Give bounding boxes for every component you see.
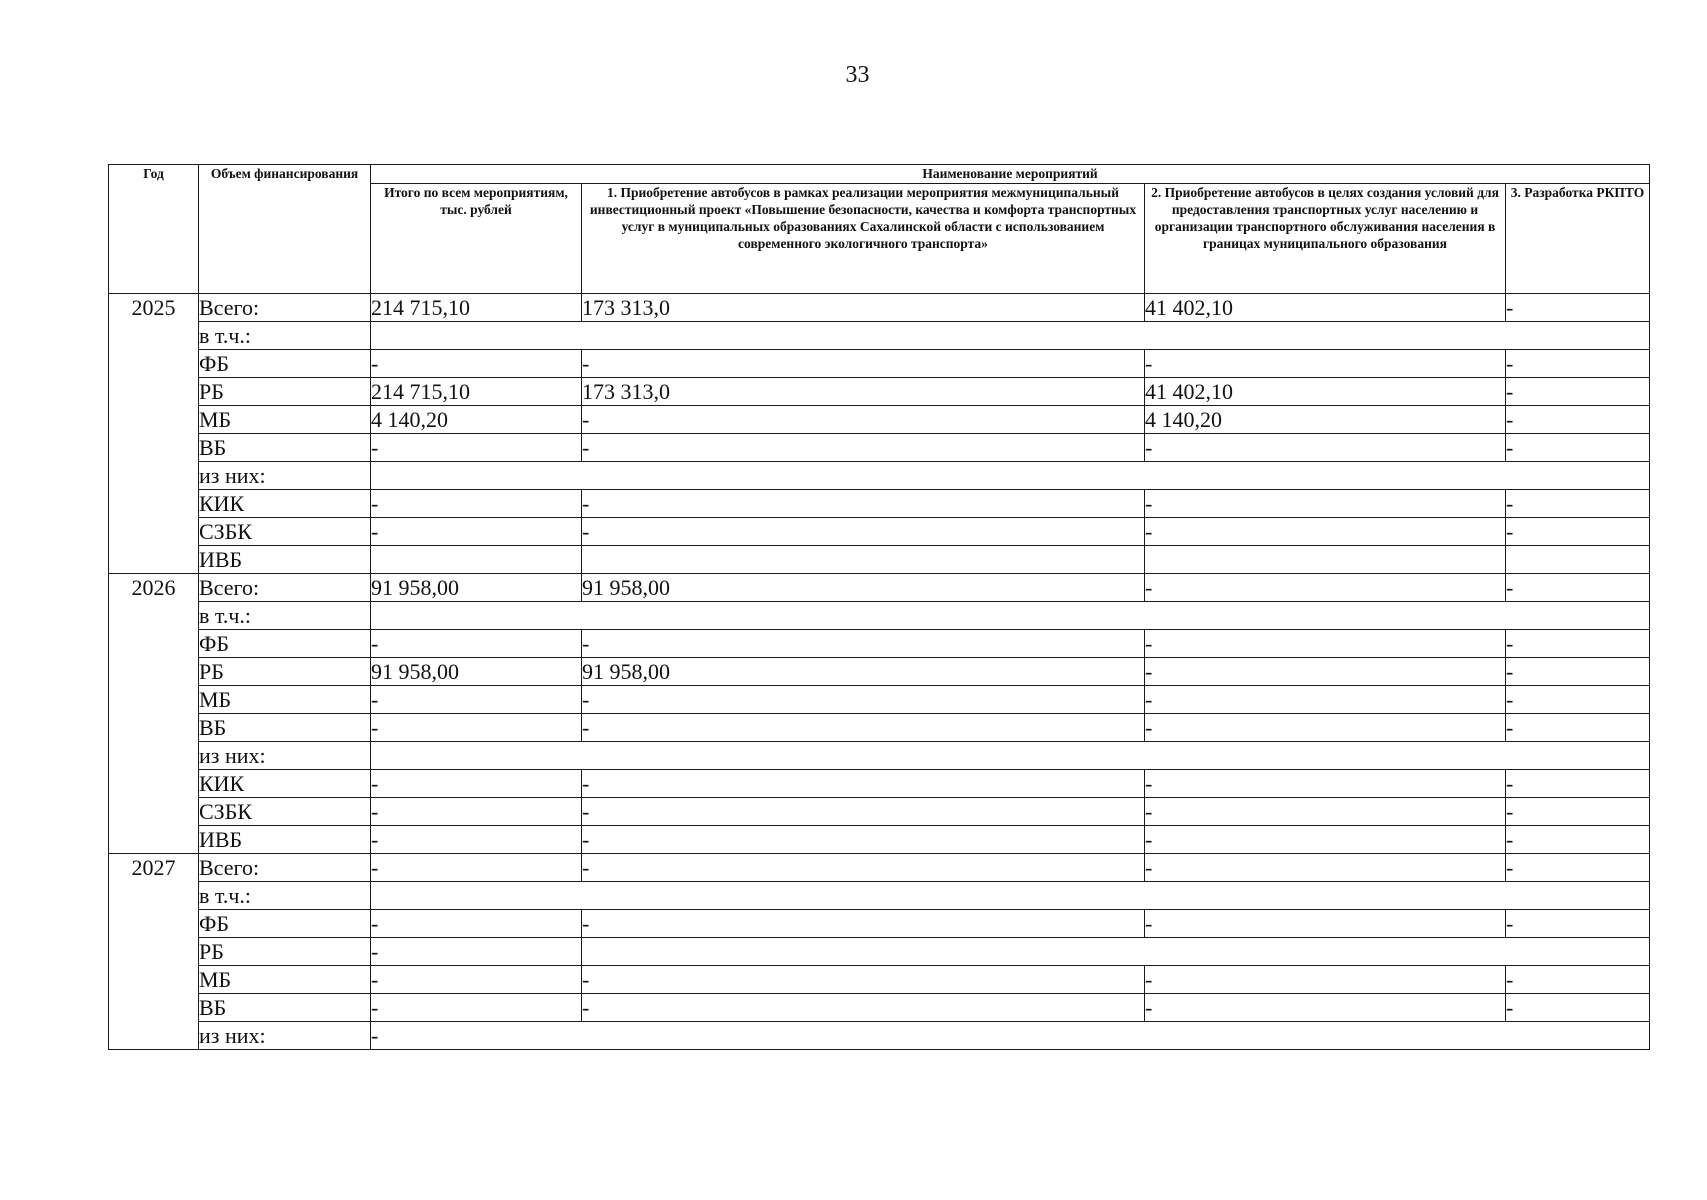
- value-cell-measure-1: [582, 546, 1145, 574]
- value-cell-measure-3: -: [1506, 798, 1650, 826]
- value-cell-measure-1: -: [582, 350, 1145, 378]
- value-cell-total: -: [371, 938, 582, 966]
- table-row: [109, 546, 1650, 574]
- funding-source-label: КИК: [199, 490, 371, 518]
- merged-value-cell: [371, 462, 1650, 490]
- table-row: [109, 994, 1650, 1022]
- table-row: [109, 910, 1650, 938]
- value-cell-measure-1: -: [582, 434, 1145, 462]
- value-cell-total: -: [371, 854, 582, 882]
- value-cell-measure-3: -: [1506, 378, 1650, 406]
- funding-source-label: ИВБ: [199, 546, 371, 574]
- value-cell-measure-1: -: [582, 854, 1145, 882]
- value-cell-measure-3: -: [1506, 350, 1650, 378]
- table-row: [109, 966, 1650, 994]
- value-cell-measure-1: 91 958,00: [582, 658, 1145, 686]
- header-total: Итого по всем мероприятиям, тыс. рублей: [371, 184, 582, 294]
- table-row: [109, 882, 1650, 910]
- funding-source-label: РБ: [199, 658, 371, 686]
- value-cell-measure-1: -: [582, 770, 1145, 798]
- year-cell: 2025: [109, 294, 199, 574]
- value-cell-total: -: [371, 350, 582, 378]
- financing-table: [108, 164, 1650, 1050]
- funding-source-label: из них:: [199, 1022, 371, 1050]
- header-measure-3: 3. Разработка РКПТО: [1506, 184, 1650, 294]
- value-cell-measure-2: 4 140,20: [1145, 406, 1506, 434]
- funding-source-label: Всего:: [199, 294, 371, 322]
- table-row: [109, 294, 1650, 322]
- value-cell-measure-1: -: [582, 630, 1145, 658]
- value-cell-measure-2: -: [1145, 910, 1506, 938]
- value-cell-measure-3: -: [1506, 490, 1650, 518]
- table-row: [109, 742, 1650, 770]
- funding-source-label: СЗБК: [199, 518, 371, 546]
- value-cell-total: 91 958,00: [371, 658, 582, 686]
- value-cell-measure-2: -: [1145, 350, 1506, 378]
- table-row: [109, 350, 1650, 378]
- table-row: [109, 322, 1650, 350]
- table-row: [109, 602, 1650, 630]
- value-cell-measure-2: -: [1145, 994, 1506, 1022]
- merged-value-cell: [371, 882, 1650, 910]
- value-cell-measure-2: -: [1145, 490, 1506, 518]
- funding-source-label: из них:: [199, 462, 371, 490]
- value-cell-measure-2: -: [1145, 714, 1506, 742]
- value-cell-measure-1: -: [582, 714, 1145, 742]
- value-cell-measure-3: -: [1506, 686, 1650, 714]
- funding-source-label: Всего:: [199, 854, 371, 882]
- funding-source-label: МБ: [199, 406, 371, 434]
- value-cell-total: -: [371, 966, 582, 994]
- value-cell-measure-1: 173 313,0: [582, 294, 1145, 322]
- value-cell-measure-3: -: [1506, 910, 1650, 938]
- value-cell-measure-1: 173 313,0: [582, 378, 1145, 406]
- value-cell-measure-3: -: [1506, 826, 1650, 854]
- year-cell: 2027: [109, 854, 199, 1050]
- funding-source-label: РБ: [199, 378, 371, 406]
- value-cell-measure-1: -: [582, 966, 1145, 994]
- table-row: [109, 406, 1650, 434]
- value-cell-measure-1: -: [582, 686, 1145, 714]
- value-cell-measure-2: -: [1145, 574, 1506, 602]
- funding-source-label: ВБ: [199, 994, 371, 1022]
- value-cell-measure-3: -: [1506, 966, 1650, 994]
- value-cell-measure-2: -: [1145, 686, 1506, 714]
- header-measure-2: 2. Приобретение автобусов в целях создания условий для предоставления транспортных услуг населению и организации транспортного обслуживания населения в границах муниципального образования: [1145, 184, 1506, 294]
- value-cell-total: -: [371, 994, 582, 1022]
- value-cell-total: 4 140,20: [371, 406, 582, 434]
- value-cell-measure-3: -: [1506, 630, 1650, 658]
- page-number: 33: [845, 62, 870, 88]
- table-body: [109, 294, 1650, 1050]
- funding-source-label: ВБ: [199, 434, 371, 462]
- value-cell-measure-2: -: [1145, 854, 1506, 882]
- value-cell-measure-1: -: [582, 910, 1145, 938]
- table-row: [109, 826, 1650, 854]
- value-cell-total: -: [371, 770, 582, 798]
- header-measures-group: Наименование мероприятий: [371, 165, 1650, 184]
- value-cell-measure-1: 91 958,00: [582, 574, 1145, 602]
- merged-value-cell: [371, 742, 1650, 770]
- table-header: [109, 165, 1650, 294]
- value-cell-total: [371, 546, 582, 574]
- value-cell-measure-1: -: [582, 406, 1145, 434]
- value-cell-total: -: [371, 686, 582, 714]
- funding-source-label: ВБ: [199, 714, 371, 742]
- value-cell-measure-2: -: [1145, 798, 1506, 826]
- funding-source-label: ФБ: [199, 350, 371, 378]
- table-row: [109, 434, 1650, 462]
- funding-source-label: в т.ч.:: [199, 322, 371, 350]
- table-row: [109, 574, 1650, 602]
- funding-source-label: Всего:: [199, 574, 371, 602]
- value-cell-total: 91 958,00: [371, 574, 582, 602]
- value-cell-measure-3: -: [1506, 658, 1650, 686]
- funding-source-label: КИК: [199, 770, 371, 798]
- funding-source-label: в т.ч.:: [199, 602, 371, 630]
- merged-value-cell: [371, 322, 1650, 350]
- merged-value-cell: [371, 602, 1650, 630]
- value-cell-measure-3: [1506, 546, 1650, 574]
- value-cell-measure-2: [1145, 546, 1506, 574]
- value-cell-measure-2: 41 402,10: [1145, 294, 1506, 322]
- value-cell-measure-3: -: [1506, 518, 1650, 546]
- value-cell-measure-1: -: [582, 518, 1145, 546]
- value-cell-measure-2: -: [1145, 518, 1506, 546]
- table-row: [109, 686, 1650, 714]
- value-cell-measure-2: -: [1145, 658, 1506, 686]
- funding-source-label: ФБ: [199, 630, 371, 658]
- table-row: [109, 770, 1650, 798]
- value-cell-measure-1: -: [582, 798, 1145, 826]
- value-cell-measure-1: -: [582, 826, 1145, 854]
- value-cell-measure-3: -: [1506, 406, 1650, 434]
- value-cell-measure-2: 41 402,10: [1145, 378, 1506, 406]
- funding-source-label: из них:: [199, 742, 371, 770]
- value-cell-total: -: [371, 714, 582, 742]
- funding-source-label: ИВБ: [199, 826, 371, 854]
- header-volume: Объем финансирования: [199, 165, 371, 294]
- value-cell-measure-3: -: [1506, 294, 1650, 322]
- value-cell-total: -: [371, 490, 582, 518]
- value-cell-measure-2: -: [1145, 630, 1506, 658]
- table-row: [109, 658, 1650, 686]
- value-cell-measure-2: -: [1145, 966, 1506, 994]
- value-cell-measure-2: -: [1145, 826, 1506, 854]
- table-row: [109, 462, 1650, 490]
- merged-value-cell: -: [371, 1022, 1650, 1050]
- value-cell-measure-2: -: [1145, 434, 1506, 462]
- value-cell-measure-3: -: [1506, 854, 1650, 882]
- value-cell-measure-2: -: [1145, 770, 1506, 798]
- funding-source-label: СЗБК: [199, 798, 371, 826]
- header-year: Год: [109, 165, 199, 294]
- value-cell-measure-3: -: [1506, 434, 1650, 462]
- value-cell-measure-1: -: [582, 994, 1145, 1022]
- value-cell-total: -: [371, 434, 582, 462]
- funding-source-label: МБ: [199, 686, 371, 714]
- merged-value-cell: [582, 938, 1650, 966]
- value-cell-measure-1: -: [582, 490, 1145, 518]
- value-cell-total: 214 715,10: [371, 294, 582, 322]
- funding-source-label: РБ: [199, 938, 371, 966]
- value-cell-total: -: [371, 826, 582, 854]
- value-cell-total: -: [371, 518, 582, 546]
- table-row: [109, 714, 1650, 742]
- value-cell-measure-3: -: [1506, 994, 1650, 1022]
- value-cell-total: -: [371, 630, 582, 658]
- table-row: [109, 854, 1650, 882]
- table-row: [109, 630, 1650, 658]
- value-cell-total: 214 715,10: [371, 378, 582, 406]
- table-row: [109, 798, 1650, 826]
- year-cell: 2026: [109, 574, 199, 854]
- funding-source-label: в т.ч.:: [199, 882, 371, 910]
- header-measure-1: 1. Приобретение автобусов в рамках реализации мероприятия межмуниципальный инвестиционный проект «Повышение безопасности, качества и комфорта транспортных услуг в муниципальных образованиях Сахалинской области с использованием современного экологичного транспорта»: [582, 184, 1145, 294]
- value-cell-measure-3: -: [1506, 574, 1650, 602]
- funding-source-label: МБ: [199, 966, 371, 994]
- table-row: [109, 938, 1650, 966]
- value-cell-total: -: [371, 910, 582, 938]
- table-row: [109, 378, 1650, 406]
- table-row: [109, 1022, 1650, 1050]
- table-row: [109, 518, 1650, 546]
- table-row: [109, 490, 1650, 518]
- value-cell-measure-3: -: [1506, 714, 1650, 742]
- value-cell-total: -: [371, 798, 582, 826]
- funding-source-label: ФБ: [199, 910, 371, 938]
- value-cell-measure-3: -: [1506, 770, 1650, 798]
